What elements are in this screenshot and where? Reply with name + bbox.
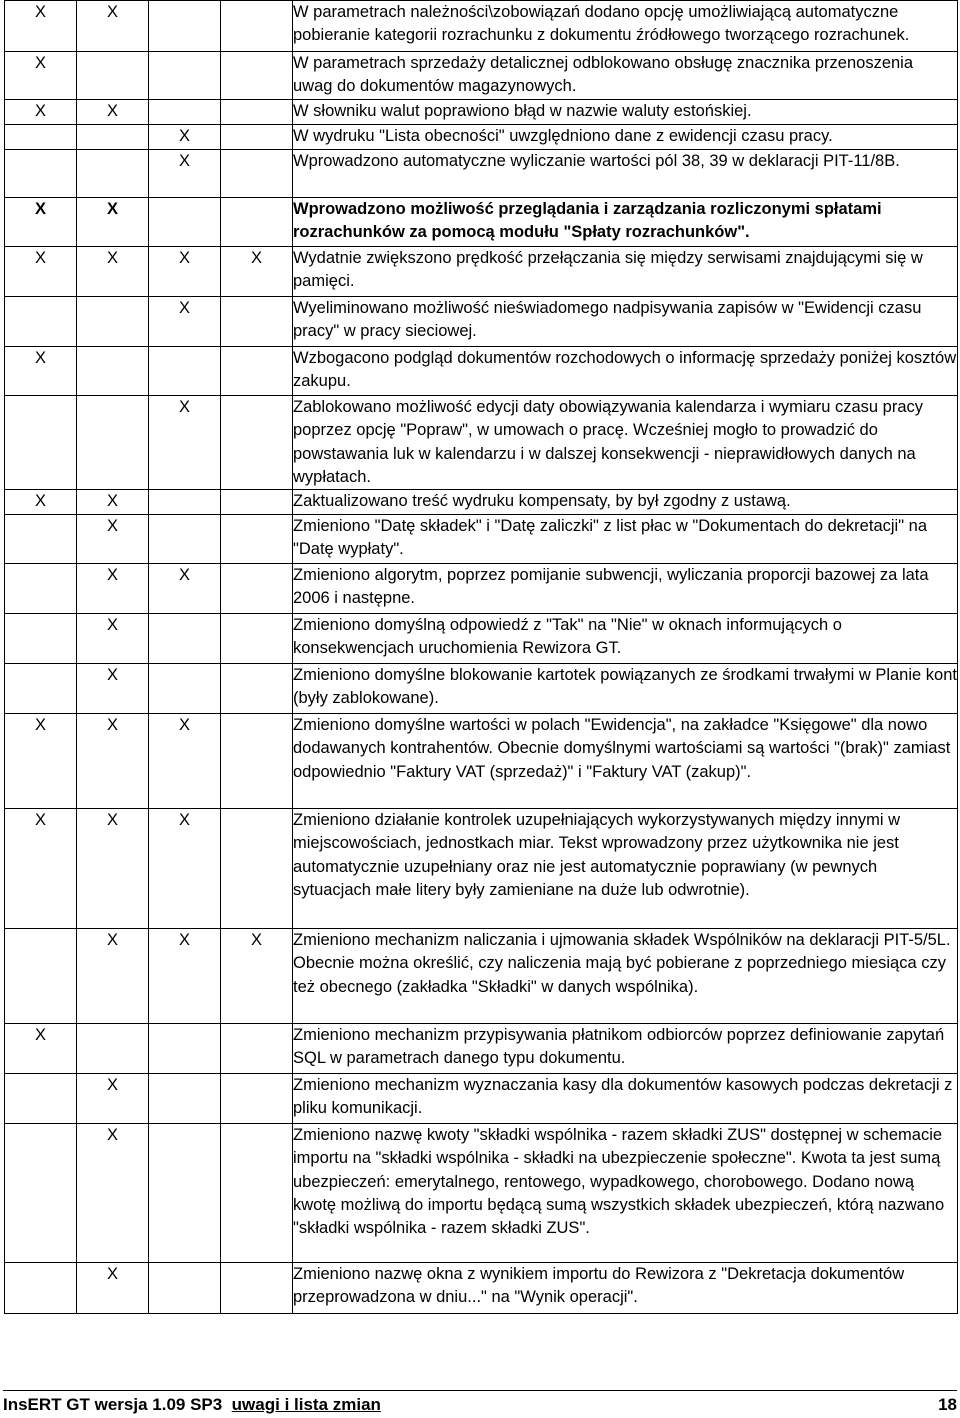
module-mark-cell: X [5,346,77,395]
module-mark-cell [77,296,149,346]
table-row [5,563,958,613]
module-mark-cell [221,296,293,346]
module-mark-cell: X [5,808,77,928]
module-mark-cell [221,149,293,197]
module-mark-cell [221,1,293,52]
module-mark-cell [5,1262,77,1313]
module-mark-cell: X [5,1023,77,1073]
module-mark-cell [221,808,293,928]
module-mark-cell [5,928,77,1023]
module-mark-cell [221,197,293,246]
change-description: W słowniku walut poprawiono błąd w nazwie waluty estońskiej. [293,99,958,124]
footer-title-underlined: uwagi i lista zmian [231,1395,381,1414]
module-mark-cell [77,1023,149,1073]
table-row [5,808,958,928]
change-description: Wydatnie zwiększono prędkość przełączania się między serwisami znajdującymi się w pamięci. [293,246,958,296]
change-description: Zablokowano możliwość edycji daty obowiązywania kalendarza i wymiaru czasu pracy poprzez opcję "Popraw", w umowach o pracę. Wcześniej mogło to prowadzić do powstawania luk w kalendarzu i w dalszej konsekwencji - nieprawidłowych danych na wypłatach. [293,395,958,490]
module-mark-cell [77,149,149,197]
module-mark-cell [5,296,77,346]
module-mark-cell [221,490,293,514]
module-mark-cell: X [77,713,149,808]
module-mark-cell [149,1023,221,1073]
table-row [5,1123,958,1262]
module-mark-cell [5,1123,77,1262]
module-mark-cell: X [5,197,77,246]
module-mark-cell: X [77,808,149,928]
module-mark-cell: X [77,246,149,296]
module-mark-cell [221,346,293,395]
module-mark-cell [77,52,149,100]
module-mark-cell: X [221,928,293,1023]
page-number: 18 [938,1395,957,1414]
change-description: Wprowadzono możliwość przeglądania i zarządzania rozliczonymi spłatami rozrachunków za pomocą modułu "Spłaty rozrachunków". [293,197,958,246]
module-mark-cell [149,490,221,514]
module-mark-cell [149,1123,221,1262]
change-description: Zmieniono mechanizm przypisywania płatnikom odbiorców poprzez definiowanie zapytań SQL w parametrach danego typu dokumentu. [293,1023,958,1073]
table-row [5,52,958,100]
module-mark-cell: X [149,928,221,1023]
table-row [5,1073,958,1123]
module-mark-cell: X [5,1,77,52]
module-mark-cell: X [77,1073,149,1123]
module-mark-cell: X [149,563,221,613]
module-mark-cell [221,124,293,149]
module-mark-cell [221,99,293,124]
change-description: Zaktualizowano treść wydruku kompensaty, by był zgodny z ustawą. [293,490,958,514]
module-mark-cell: X [77,1,149,52]
table-row [5,99,958,124]
module-mark-cell [149,514,221,563]
change-description: Wprowadzono automatyczne wyliczanie wartości pól 38, 39 w deklaracji PIT-11/8B. [293,149,958,197]
table-row [5,246,958,296]
module-mark-cell: X [77,663,149,713]
module-mark-cell: X [77,928,149,1023]
table-row [5,613,958,663]
module-mark-cell [5,563,77,613]
module-mark-cell [149,197,221,246]
module-mark-cell: X [149,124,221,149]
module-mark-cell: X [149,713,221,808]
module-mark-cell [5,395,77,490]
module-mark-cell [77,346,149,395]
change-description: W wydruku "Lista obecności" uwzględniono dane z ewidencji czasu pracy. [293,124,958,149]
module-mark-cell [5,514,77,563]
change-description: Wzbogacono podgląd dokumentów rozchodowych o informację sprzedaży poniżej kosztów zakupu. [293,346,958,395]
module-mark-cell: X [149,149,221,197]
table-row [5,296,958,346]
module-mark-cell [149,613,221,663]
module-mark-cell [5,1073,77,1123]
module-mark-cell: X [5,246,77,296]
table-row [5,149,958,197]
table-row [5,395,958,490]
module-mark-cell: X [77,197,149,246]
module-mark-cell: X [5,99,77,124]
module-mark-cell [149,99,221,124]
change-description: Zmieniono mechanizm wyznaczania kasy dla dokumentów kasowych podczas dekretacji z pliku komunikacji. [293,1073,958,1123]
module-mark-cell: X [77,514,149,563]
changes-table [4,0,958,1314]
module-mark-cell [149,1,221,52]
change-description: Zmieniono domyślne blokowanie kartotek powiązanych ze środkami trwałymi w Planie kont (były zablokowane). [293,663,958,713]
table-row [5,124,958,149]
change-description: Zmieniono algorytm, poprzez pomijanie subwencji, wyliczania proporcji bazowej za lata 2006 i następne. [293,563,958,613]
footer-title [3,1395,381,1415]
module-mark-cell: X [149,395,221,490]
module-mark-cell [5,613,77,663]
module-mark-cell: X [77,613,149,663]
table-row [5,713,958,808]
module-mark-cell [221,1023,293,1073]
module-mark-cell [221,613,293,663]
change-description: Zmieniono działanie kontrolek uzupełniających wykorzystywanych między innymi w miejscowościach, jednostkach miar. Tekst wprowadzony przez użytkownika nie jest automatycznie uzupełniany oraz nie jest automatycznie poprawiany (w pewnych sytuacjach małe litery były zamieniane na duże lub odwrotnie). [293,808,958,928]
change-description: W parametrach sprzedaży detalicznej odblokowano obsługę znacznika przenoszenia uwag do dokumentów magazynowych. [293,52,958,100]
module-mark-cell [221,1262,293,1313]
table-row [5,346,958,395]
module-mark-cell [221,563,293,613]
module-mark-cell [149,663,221,713]
module-mark-cell: X [221,246,293,296]
table-row [5,663,958,713]
module-mark-cell: X [77,563,149,613]
module-mark-cell [149,52,221,100]
module-mark-cell: X [149,296,221,346]
table-row [5,490,958,514]
module-mark-cell [221,395,293,490]
table-row [5,197,958,246]
module-mark-cell [77,124,149,149]
change-description: Zmieniono domyślne wartości w polach "Ewidencja", na zakładce "Księgowe" dla nowo dodawanych kontrahentów. Obecnie domyślnymi wartościami są wartości "(brak)" zamiast odpowiednio "Faktury VAT (sprzedaż)" i "Faktury VAT (zakup)". [293,713,958,808]
module-mark-cell: X [5,52,77,100]
module-mark-cell [77,395,149,490]
change-description: Wyeliminowano możliwość nieświadomego nadpisywania zapisów w "Ewidencji czasu pracy" w pracy sieciowej. [293,296,958,346]
table-row [5,1023,958,1073]
module-mark-cell [221,52,293,100]
change-description: W parametrach należności\zobowiązań dodano opcję umożliwiającą automatyczne pobieranie kategorii rozrachunku z dokumentu źródłowego tworzącego rozrachunek. [293,1,958,52]
table-row [5,1,958,52]
page-footer [3,1390,957,1414]
module-mark-cell [5,663,77,713]
module-mark-cell: X [5,713,77,808]
module-mark-cell: X [77,99,149,124]
footer-title-prefix: InsERT GT wersja 1.09 SP3 [3,1395,223,1414]
module-mark-cell [221,713,293,808]
change-description: Zmieniono nazwę kwoty "składki wspólnika - razem składki ZUS" dostępnej w schemacie importu na "składki wspólnika - składki na ubezpieczenie społeczne". Kwota ta jest sumą ubezpieczeń: emerytalnego, rentowego, wypadkowego, chorobowego. Dodano nową kwotę możliwą do importu będącą sumą wszystkich składek ubezpieczeń, którą nazwano "składki wspólnika - razem składki ZUS". [293,1123,958,1262]
module-mark-cell: X [149,246,221,296]
module-mark-cell [149,1262,221,1313]
change-description: Zmieniono "Datę składek" i "Datę zaliczki" z list płac w "Dokumentach do dekretacji" na "Datę wypłaty". [293,514,958,563]
module-mark-cell: X [149,808,221,928]
module-mark-cell [221,1123,293,1262]
module-mark-cell: X [77,490,149,514]
change-description: Zmieniono nazwę okna z wynikiem importu do Rewizora z "Dekretacja dokumentów przeprowadzona w dniu..." na "Wynik operacji". [293,1262,958,1313]
change-description: Zmieniono domyślną odpowiedź z "Tak" na "Nie" w oknach informujących o konsekwencjach uruchomienia Rewizora GT. [293,613,958,663]
module-mark-cell [5,124,77,149]
table-row [5,514,958,563]
module-mark-cell [149,346,221,395]
module-mark-cell [5,149,77,197]
module-mark-cell [221,1073,293,1123]
module-mark-cell [221,663,293,713]
table-row [5,928,958,1023]
module-mark-cell: X [5,490,77,514]
module-mark-cell: X [77,1123,149,1262]
changes-table-body [5,1,958,1314]
table-row [5,1262,958,1313]
module-mark-cell [221,514,293,563]
module-mark-cell [149,1073,221,1123]
module-mark-cell: X [77,1262,149,1313]
change-description: Zmieniono mechanizm naliczania i ujmowania składek Wspólników na deklaracji PIT-5/5L. Obecnie można określić, czy naliczenia mają być pobierane z poprzedniego miesiąca czy też obecnego (zakładka "Składki" w danych wspólnika). [293,928,958,1023]
